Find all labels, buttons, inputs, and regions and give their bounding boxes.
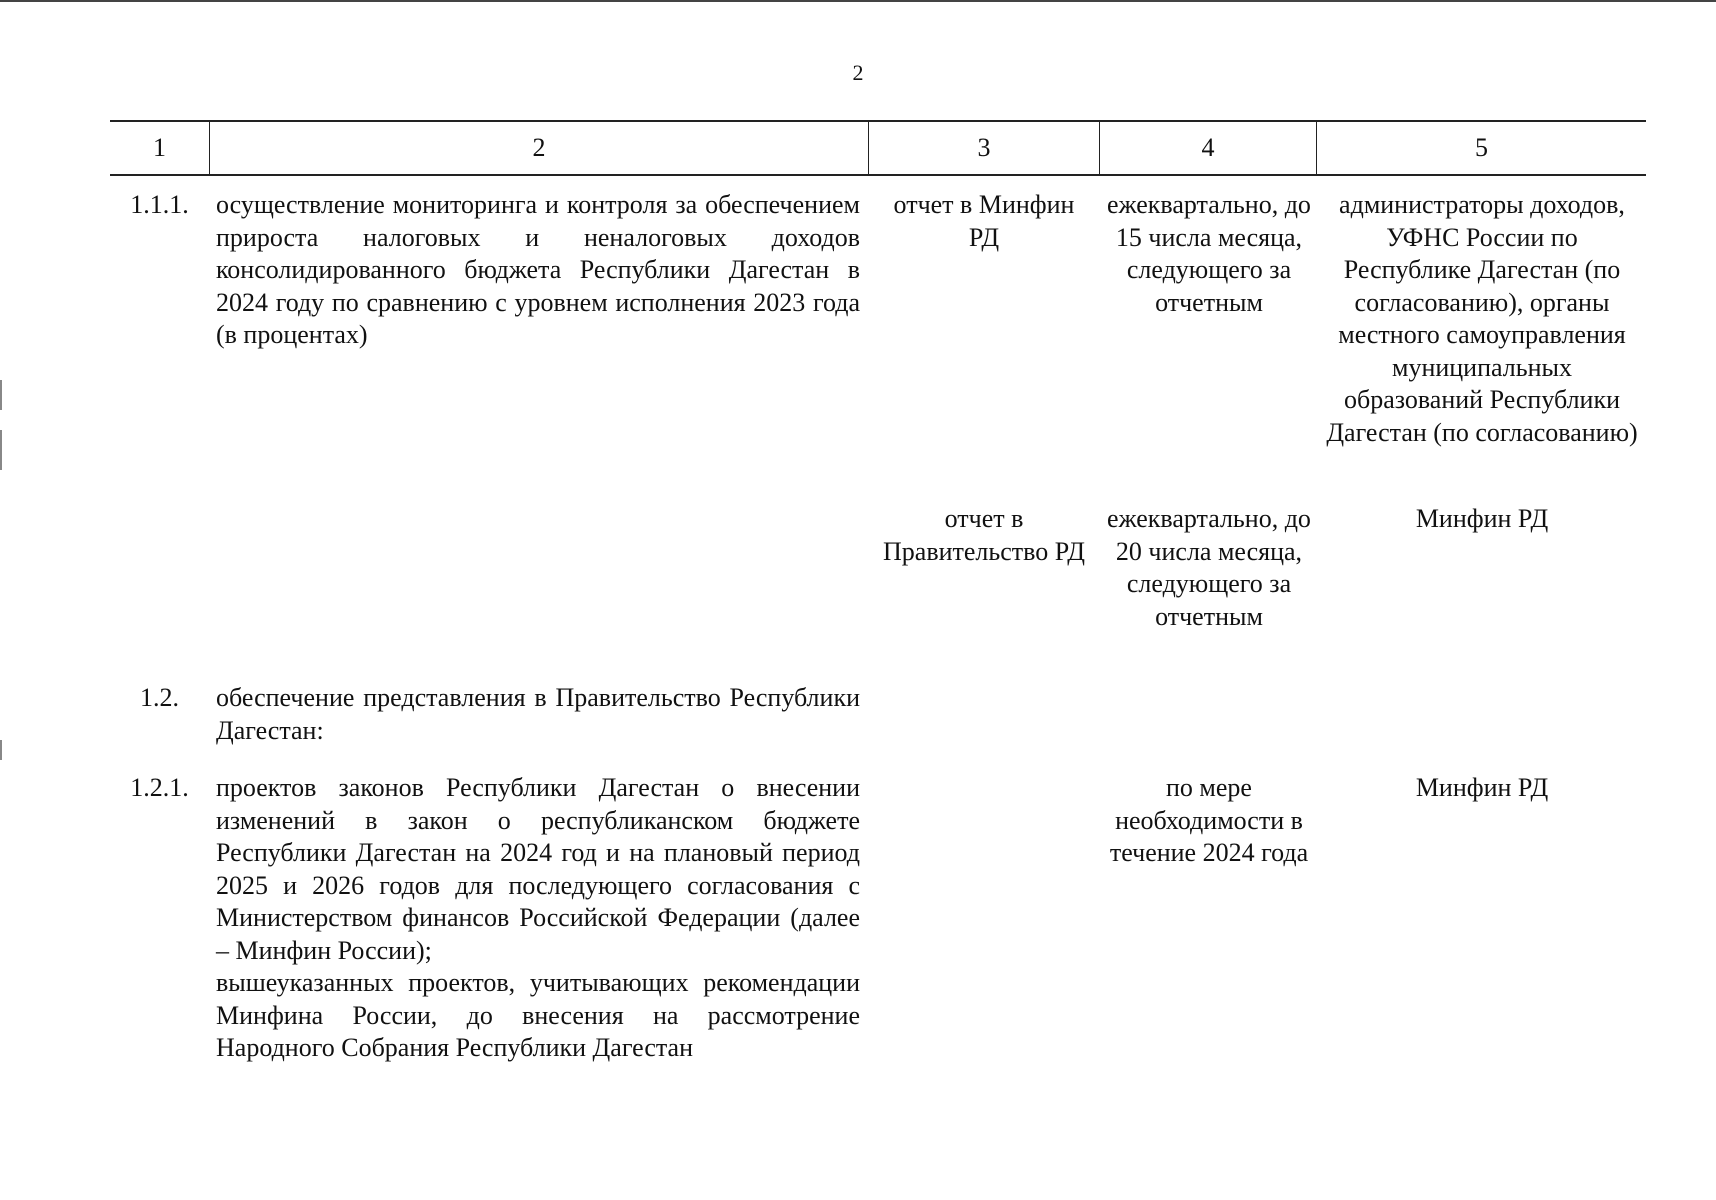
row-report-form: отчет в Правительство РД: [883, 504, 1085, 566]
scan-margin-mark: [0, 380, 2, 410]
scan-margin-mark: [0, 740, 2, 760]
row-deadline: ежеквартально, до 15 числа месяца, следующего за отчетным: [1107, 190, 1311, 317]
row-description-part-1: проектов законов Республики Дагестан о внесении изменений в закон о республиканском бюджете Республики Дагестан на 2024 год и на плановый период 2025 и 2026 годов для последующего согласования с Министерством финансов Российской Федерации (далее – Минфин России);: [216, 773, 860, 965]
row-number: 1.2.: [140, 683, 179, 712]
row-responsible: администраторы доходов, УФНС России по Республике Дагестан (по согласованию), органы местного самоуправления муниципальных образований Республики Дагестан (по согласованию): [1326, 190, 1638, 447]
header-col-4: 4: [1201, 133, 1215, 162]
row-number: 1.2.1.: [130, 773, 189, 802]
header-col-3: 3: [977, 133, 991, 162]
row-description: осуществление мониторинга и контроля за обеспечением прироста налоговых и неналоговых доходов консолидированного бюджета Республики Дагестан в 2024 году по сравнению с уровнем исполнения 2023 года (в процентах): [216, 190, 860, 349]
header-col-5: 5: [1475, 133, 1488, 162]
row-description: [216, 772, 860, 1065]
page-number: 2: [852, 60, 864, 85]
scan-margin-mark: [0, 430, 2, 470]
header-col-2: 2: [532, 133, 546, 162]
header-col-1: 1: [153, 133, 166, 162]
row-description: обеспечение представления в Правительство Республики Дагестан:: [216, 683, 860, 745]
row-responsible: Минфин РД: [1415, 504, 1549, 533]
page-top-border: [0, 0, 1716, 2]
row-deadline: ежеквартально, до 20 числа месяца, следующего за отчетным: [1107, 504, 1311, 631]
row-report-form: отчет в Минфин РД: [893, 190, 1075, 252]
row-number: 1.1.1.: [130, 190, 189, 219]
row-deadline: по мере необходимости в течение 2024 года: [1109, 773, 1309, 867]
row-responsible: Минфин РД: [1415, 773, 1549, 802]
row-description-part-2: вышеуказанных проектов, учитывающих рекомендации Минфина России, до внесения на рассмотрение Народного Собрания Республики Дагестан: [216, 968, 860, 1062]
